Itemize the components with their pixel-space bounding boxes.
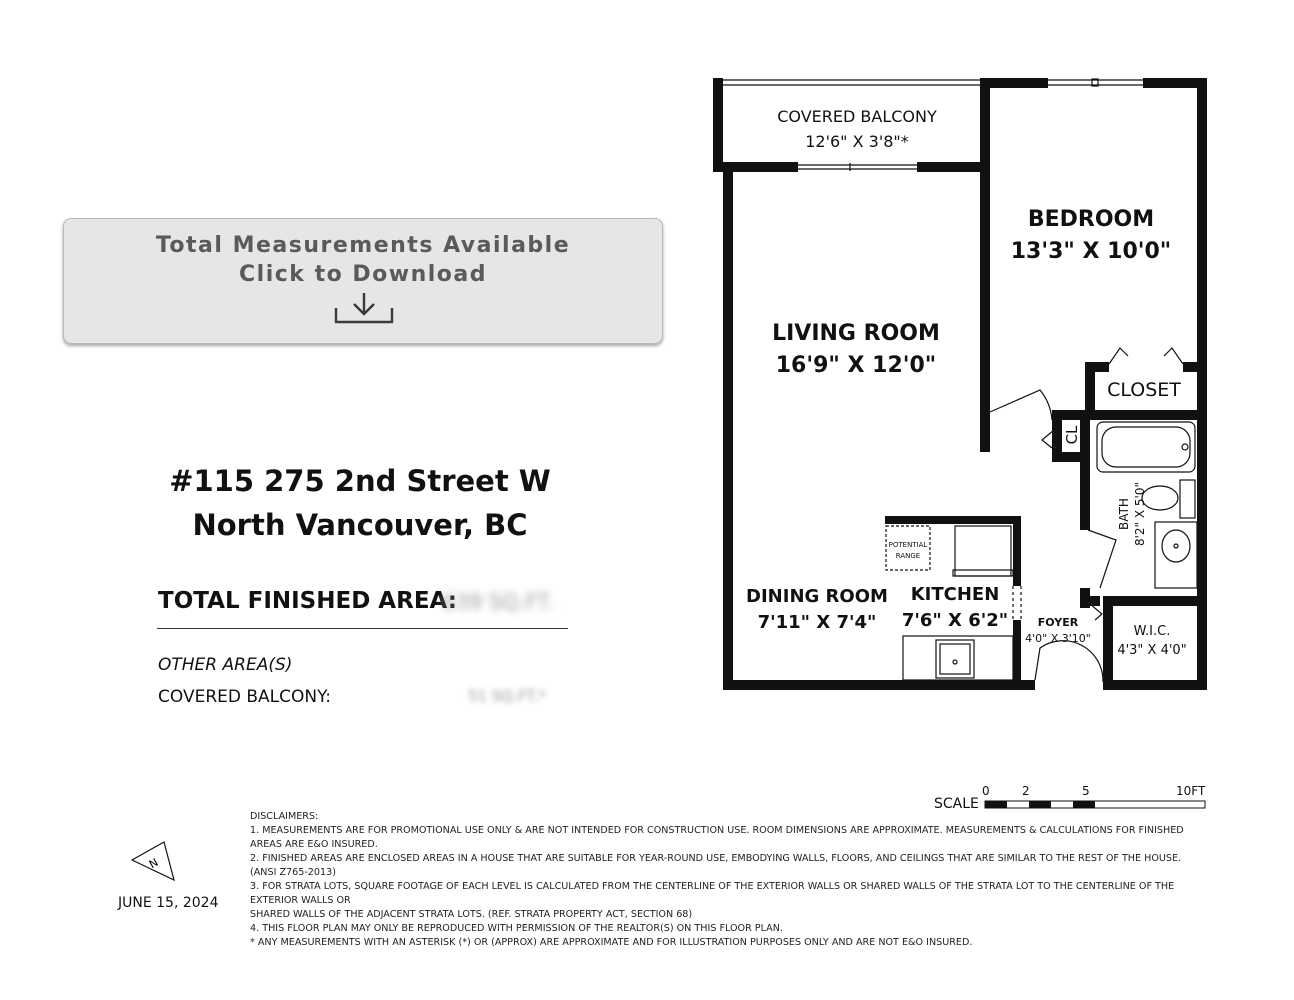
room-wic [1112,622,1192,660]
potential-range-line-1: POTENTIAL [888,541,928,549]
covered-balcony-area-value: 51 SQ.FT.* [468,687,546,705]
room-foyer-name: FOYER [1037,616,1079,629]
potential-range-label [886,540,930,562]
room-bath [1116,474,1148,554]
room-covered-balcony [764,104,950,154]
room-foyer-dims: 4'0" X 3'10" [1025,632,1091,645]
room-dining-room [742,584,892,636]
room-wic-name: W.I.C. [1133,624,1171,639]
scale-tick-2: 2 [1022,784,1030,798]
room-dining-room-dims: 7'11" X 7'4" [757,612,877,633]
room-kitchen-name: KITCHEN [910,584,1000,605]
room-covered-balcony-dims: 12'6" X 3'8"* [805,132,909,151]
disclaimer-3: 3. FOR STRATA LOTS, SQUARE FOOTAGE OF EACH LEVEL IS CALCULATED FROM THE CENTERLINE OF THE EXTERIOR WALLS OR SHARED WALLS OF THE STRATA LOT TO THE CENTERLINE OF THE EXTERIOR WALLS OR [250,881,1175,906]
room-living-room-name: LIVING ROOM [772,321,940,346]
room-living-room-dims: 16'9" X 12'0" [775,353,937,378]
total-finished-area-value: 639 SQ.FT. [442,590,555,614]
scale-tick-10: 10FT [1176,784,1206,798]
room-bedroom [1000,204,1182,268]
disclaimer-heading: DISCLAIMERS: [250,811,319,822]
room-foyer [1022,615,1094,647]
total-finished-area-label: TOTAL FINISHED AREA: [158,588,457,614]
room-bath-name: BATH [1117,498,1131,530]
other-areas-label: OTHER AREA(S) [158,655,293,675]
download-line-1: Total Measurements Available [155,233,571,258]
north-label: N [146,855,161,872]
disclaimer-1: 1. MEASUREMENTS ARE FOR PROMOTIONAL USE ONLY & ARE NOT INTENDED FOR CONSTRUCTION USE. ROOM DIMENSIONS ARE APPROXIMATE. MEASUREMENTS & CALCULATIONS FOR FINISHED AREAS ARE E&O INSURED. [250,825,1184,850]
address-line-1: #115 275 2nd Street W [169,464,551,498]
scale-tick-5: 5 [1082,784,1090,798]
disclaimers [250,810,1210,950]
address-line-2: North Vancouver, BC [192,508,528,542]
room-bath-dims: 8'2" X 5'0" [1133,481,1147,547]
scale-bar [985,801,1205,808]
room-covered-balcony-name: COVERED BALCONY [777,107,937,126]
scale-label: SCALE [934,796,979,812]
room-kitchen [900,582,1010,634]
potential-range-line-2: RANGE [895,552,921,560]
disclaimer-2: 2. FINISHED AREAS ARE ENCLOSED AREAS IN A HOUSE THAT ARE SUITABLE FOR YEAR-ROUND USE, EMBODYING WALLS, FLOORS, AND CEILINGS THAT ARE SIMILAR TO THE REST OF THE HOUSE. (ANSI Z765-2013) [250,853,1182,878]
room-wic-dims: 4'3" X 4'0" [1117,643,1187,658]
room-cl-name: CL [1063,425,1081,445]
disclaimer-asterisk: * ANY MEASUREMENTS WITH AN ASTERISK (*) OR (APPROX) ARE APPROXIMATE AND FOR ILLUSTRATION PURPOSES ONLY AND ARE NOT E&O INSURED. [250,937,973,948]
scale-tick-0: 0 [982,784,990,798]
room-bedroom-dims: 13'3" X 10'0" [1010,239,1172,264]
north-arrow-icon [128,836,180,886]
room-bedroom-name: BEDROOM [1027,207,1155,232]
room-closet-name: CLOSET [1107,379,1181,401]
room-dining-room-name: DINING ROOM [746,586,888,607]
plan-date: JUNE 15, 2024 [118,895,219,911]
room-living-room [758,318,954,382]
covered-balcony-area-label: COVERED BALCONY: [158,687,331,707]
room-kitchen-dims: 7'6" X 6'2" [901,610,1009,631]
download-line-2: Click to Download [239,262,487,287]
disclaimer-4: 4. THIS FLOOR PLAN MAY ONLY BE REPRODUCED WITH PERMISSION OF THE REALTOR(S) ON THIS FLOOR PLAN. [250,923,783,934]
disclaimer-3-cont: SHARED WALLS OF THE ADJACENT STRATA LOTS. (REF. STRATA PROPERTY ACT, SECTION 68) [250,909,693,920]
